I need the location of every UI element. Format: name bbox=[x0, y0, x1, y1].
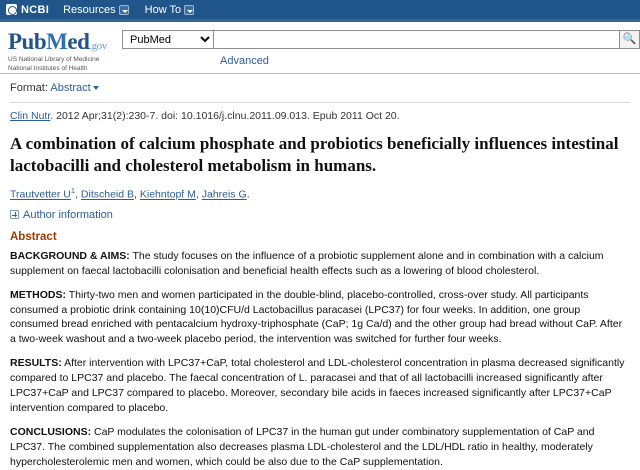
pubmed-logo-m: M bbox=[46, 29, 68, 54]
author-information-toggle[interactable] bbox=[10, 209, 630, 221]
search-input[interactable] bbox=[214, 30, 620, 49]
search-row bbox=[122, 30, 640, 49]
abstract-paragraph-methods bbox=[10, 288, 630, 348]
pubmed-logo[interactable] bbox=[8, 28, 116, 74]
abstract-label-methods: METHODS: bbox=[10, 288, 66, 301]
menu-item-how-to[interactable] bbox=[145, 4, 194, 16]
menu-item-resources[interactable] bbox=[63, 4, 129, 16]
author-list bbox=[10, 186, 630, 201]
pubmed-subtitle-line1: US National Library of Medicine bbox=[8, 56, 100, 63]
author-separator: , bbox=[134, 188, 140, 201]
abstract-text-conclusions: CaP modulates the colonisation of LPC37 in the human gut under combinatory supplementation of CaP and LPC37. The combined supplementation also decreases plasma LDL-cholesterol and the LDL/HDL ratio in healthy, moderately hypercholesterolemic men and women, which could be also due to the CaP supplementation. bbox=[10, 425, 595, 468]
pubmed-logo-ed: ed bbox=[67, 29, 90, 54]
article-content bbox=[0, 74, 640, 470]
author-3[interactable]: Kiehntopf M bbox=[139, 188, 196, 201]
author-1-affiliation-marker: 1 bbox=[70, 186, 76, 196]
author-separator: , bbox=[195, 188, 202, 201]
search-area bbox=[122, 28, 640, 67]
pubmed-logo-gov: .gov bbox=[89, 40, 107, 52]
abstract-label-results: RESULTS: bbox=[10, 357, 62, 370]
author-separator: , bbox=[75, 188, 81, 201]
author-1[interactable]: Trautvetter U bbox=[10, 188, 71, 201]
divider bbox=[10, 102, 630, 103]
ncbi-circle-icon bbox=[6, 4, 17, 15]
author-4[interactable]: Jahreis G bbox=[201, 188, 247, 201]
author-2[interactable]: Ditscheid B bbox=[80, 188, 135, 201]
abstract-section bbox=[10, 231, 630, 470]
abstract-text-results: After intervention with LPC37+CaP, total cholesterol and LDL-cholesterol concentration in plasma decreased significantly compared to LPC37 and placebo. The faecal concentration of L. paracasei and that of all lactobacilli increased significantly after LPC37+CaP and LPC37 compared to placebo. Moreover, secondary bile acids in faeces increased significantly after LPC37+CaP intervention compared to placebo. bbox=[10, 357, 625, 415]
chevron-down-icon bbox=[119, 5, 129, 15]
pubmed-logo-title bbox=[8, 30, 116, 53]
abstract-paragraph-conclusions bbox=[10, 425, 630, 470]
database-select[interactable] bbox=[122, 30, 214, 49]
ncbi-logo-label: NCBI bbox=[21, 3, 50, 16]
menu-item-resources-label: Resources bbox=[63, 3, 116, 16]
menu-item-how-to-label: How To bbox=[144, 3, 182, 16]
ncbi-menu bbox=[63, 4, 194, 16]
abstract-label-conclusions: CONCLUSIONS: bbox=[10, 425, 92, 438]
abstract-paragraph-results bbox=[10, 356, 630, 416]
pubmed-subtitle-line2: National Institutes of Health bbox=[8, 64, 88, 72]
pubmed-logo-pub: Pub bbox=[8, 29, 47, 54]
chevron-down-icon bbox=[184, 5, 194, 15]
search-button[interactable]: 🔍 bbox=[620, 30, 640, 49]
format-label: Format: bbox=[10, 82, 48, 94]
chevron-down-icon bbox=[93, 86, 99, 90]
page-title: A combination of calcium phosphate and probiotics beneficially influences intestinal lactobacilli and cholesterol metabolism in humans. bbox=[10, 134, 619, 176]
abstract-heading: Abstract bbox=[10, 230, 57, 243]
plus-icon bbox=[10, 210, 19, 219]
journal-link[interactable]: Clin Nutr bbox=[10, 110, 51, 122]
abstract-text-background: The study focuses on the influence of a probiotic supplement alone and in combination with a calcium supplement on faecal lactobacilli colonisation and beneficial health effects such as a lowering of blood cholesterol. bbox=[10, 249, 604, 277]
advanced-search-link[interactable]: Advanced bbox=[220, 55, 269, 67]
format-selector[interactable]: Abstract bbox=[50, 82, 91, 94]
format-row bbox=[10, 82, 630, 94]
abstract-paragraph-background bbox=[10, 249, 630, 279]
author-separator: . bbox=[246, 188, 250, 201]
citation-line bbox=[10, 109, 630, 123]
ncbi-logo[interactable] bbox=[6, 4, 49, 16]
abstract-label-background: BACKGROUND & AIMS: bbox=[10, 249, 130, 262]
abstract-text-methods: Thirty-two men and women participated in the double-blind, placebo-controlled, cross-over study. All participants consumed a probiotic drink containing 10(10)CFU/d Lactobacillus paracasei (LPC37) for four weeks. In addition, one group consumed bread enriched with pentacalcium hydroxy-triphosphate (CaP; 1g Ca/d) and the other group had bread without CaP. After a two-week washout and a two-week placebo period, the intervention was switched for further four weeks. bbox=[10, 288, 623, 346]
author-information-label: Author information bbox=[23, 208, 113, 221]
pubmed-logo-subtitle bbox=[8, 56, 116, 74]
citation-details: . 2012 Apr;31(2):230-7. doi: 10.1016/j.clnu.2011.09.013. Epub 2011 Oct 20. bbox=[50, 110, 400, 122]
ncbi-top-bar bbox=[0, 0, 640, 19]
search-header bbox=[0, 22, 640, 74]
